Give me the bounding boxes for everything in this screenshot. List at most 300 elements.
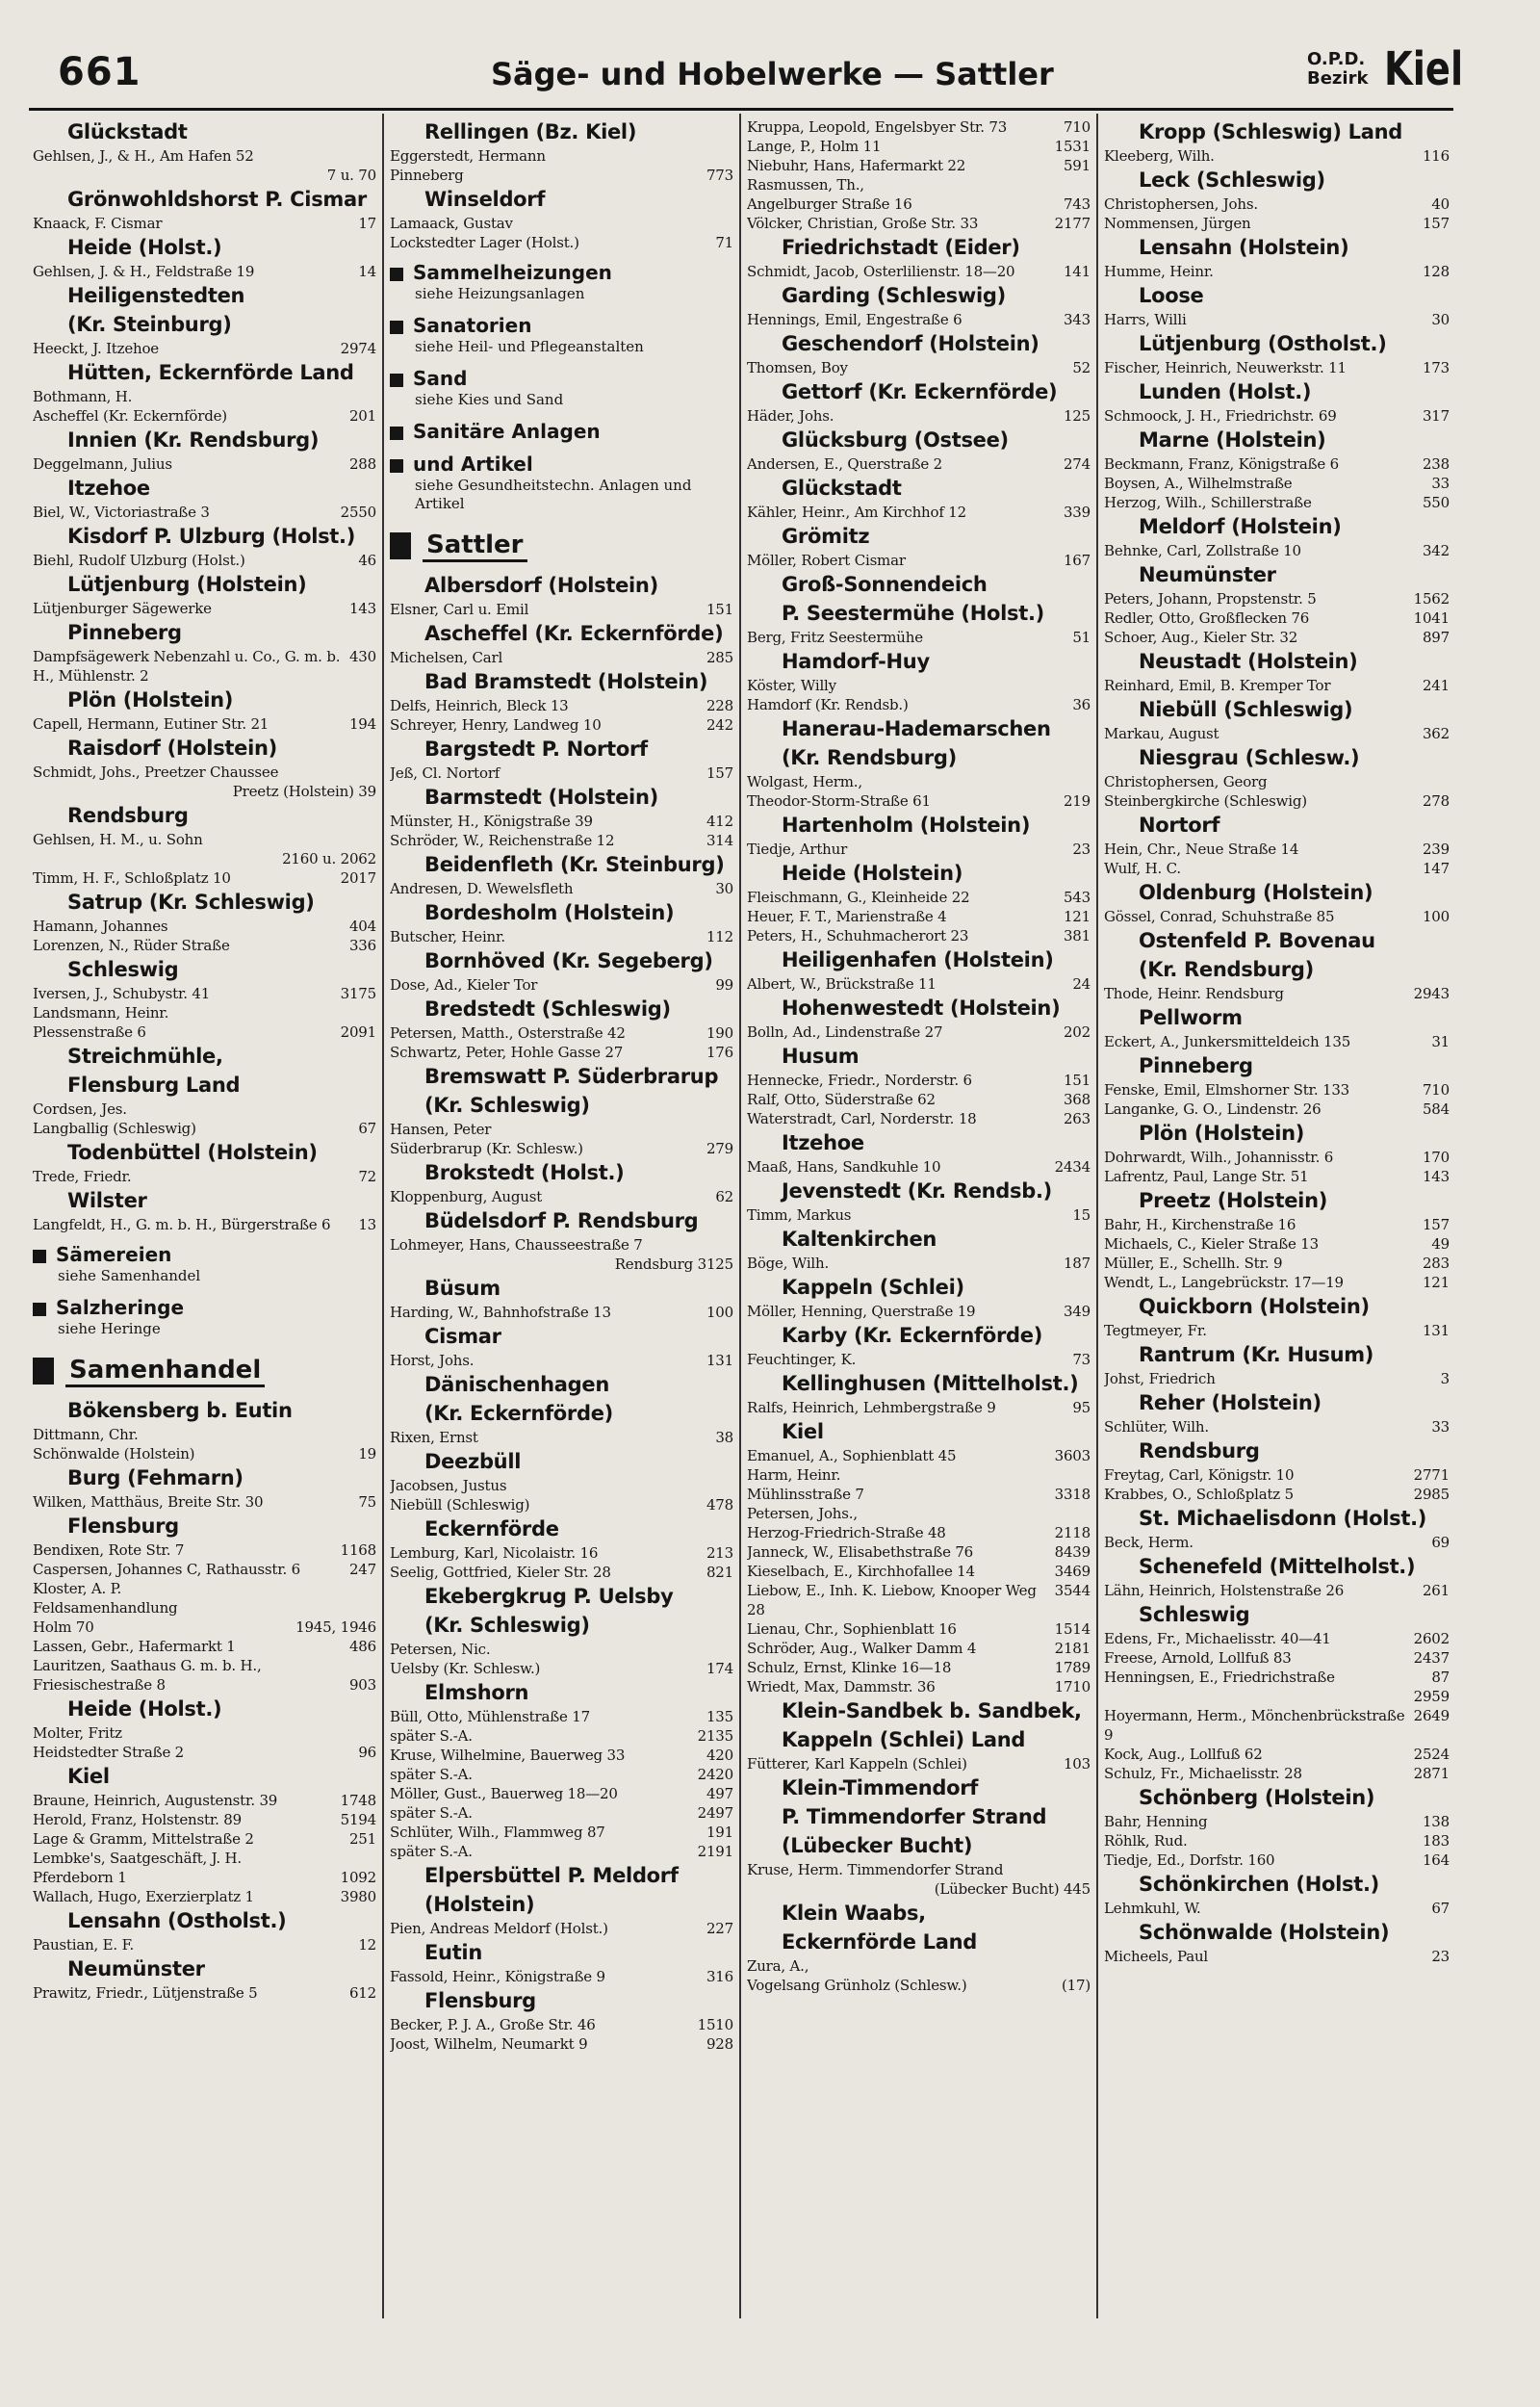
entry-text: Horst, Johs. xyxy=(390,1352,475,1369)
phone-number: 71 xyxy=(715,234,733,251)
directory-entry xyxy=(33,830,376,868)
entry-text: Lütjenburger Sägewerke xyxy=(33,600,212,617)
phone-number: 903 xyxy=(348,1676,376,1694)
directory-entry xyxy=(747,1090,1091,1109)
place-heading: Geschendorf (Holstein) xyxy=(782,332,1040,355)
entry-text: Rasmussen, Th., xyxy=(747,176,864,194)
directory-entry xyxy=(1104,1273,1450,1292)
phone-number: 3 xyxy=(1440,1370,1450,1387)
entry-text: Ascheffel (Kr. Eckernförde) xyxy=(33,407,227,425)
directory-entry xyxy=(747,1860,1091,1899)
entry-text: Schröder, Aug., Walker Damm 4 xyxy=(747,1640,977,1657)
place-heading: Klein-Sandbek b. Sandbek, xyxy=(782,1699,1082,1722)
place-heading: Heide (Holst.) xyxy=(67,236,222,259)
place-heading: Bad Bramstedt (Holstein) xyxy=(424,670,708,693)
place-heading: Hütten, Eckernförde Land xyxy=(67,361,354,384)
place-heading: Marne (Holstein) xyxy=(1139,428,1326,452)
directory-entry xyxy=(390,812,733,831)
phone-number: 24 xyxy=(1072,975,1091,993)
place-heading: St. Michaelisdonn (Holst.) xyxy=(1139,1507,1427,1530)
phone-number: 30 xyxy=(1431,311,1450,328)
directory-entry xyxy=(390,1707,733,1726)
place-heading: Itzehoe xyxy=(67,477,150,500)
directory-entry xyxy=(33,647,376,686)
directory-entry xyxy=(390,1823,733,1842)
phone-number: 1041 xyxy=(1413,609,1450,627)
place-heading: Deezbüll xyxy=(424,1450,522,1473)
entry-text: Landsmann, Heinr. xyxy=(33,1004,169,1022)
directory-entry xyxy=(33,714,376,734)
place-heading: Reher (Holstein) xyxy=(1139,1391,1322,1414)
phone-number: 247 xyxy=(348,1561,376,1578)
entry-text: Böge, Wilh. xyxy=(747,1255,830,1272)
directory-entry xyxy=(747,1504,1091,1523)
entry-text: Wriedt, Max, Dammstr. 36 xyxy=(747,1678,936,1695)
entry-text: Schreyer, Henry, Landweg 10 xyxy=(390,716,602,734)
directory-entry xyxy=(1104,1831,1450,1851)
phone-number: 23 xyxy=(1431,1948,1450,1965)
directory-entry xyxy=(33,1935,376,1954)
place-heading: Friedrichstadt (Eider) xyxy=(782,236,1020,259)
phone-number: 157 xyxy=(1422,1216,1450,1233)
entry-text: Lassen, Gebr., Hafermarkt 1 xyxy=(33,1638,236,1655)
place-heading: Itzehoe xyxy=(782,1131,864,1154)
entry-text: Gehlsen, H. M., u. Sohn xyxy=(33,831,203,848)
entry-text: Becker, P. J. A., Große Str. 46 xyxy=(390,2016,596,2033)
phone-number: 2771 xyxy=(1413,1466,1450,1484)
directory-entry xyxy=(1104,1100,1450,1119)
phone-number: 151 xyxy=(706,601,733,618)
phone-number: 141 xyxy=(1063,263,1091,280)
square-bullet-icon xyxy=(390,532,411,559)
entry-text: Schmidt, Johs., Preetzer Chaussee xyxy=(33,764,279,781)
entry-text: Nommensen, Jürgen xyxy=(1104,215,1251,232)
phone-number: 5194 xyxy=(340,1811,376,1828)
directory-entry xyxy=(1104,194,1450,214)
phone-number: 743 xyxy=(1063,195,1091,213)
directory-entry xyxy=(1104,840,1450,859)
phone-number: 202 xyxy=(1063,1023,1091,1041)
entry-text: Schoer, Aug., Kieler Str. 32 xyxy=(1104,629,1298,646)
phone-number: 15 xyxy=(1072,1206,1091,1224)
directory-entry xyxy=(1104,1321,1450,1340)
entry-text: Reinhard, Emil, B. Kremper Tor xyxy=(1104,677,1331,694)
entry-text: Freese, Arnold, Lollfuß 83 xyxy=(1104,1649,1292,1667)
directory-entry xyxy=(390,648,733,667)
directory-entry xyxy=(1104,772,1450,791)
directory-entry xyxy=(390,1967,733,1986)
directory-entry xyxy=(33,1100,376,1119)
bezirk-text: Bezirk xyxy=(1307,68,1369,89)
entry-text: später S.-A. xyxy=(390,1843,473,1860)
place-heading: Neumünster xyxy=(67,1957,205,1980)
entry-text: Büll, Otto, Mühlenstraße 17 xyxy=(390,1708,590,1725)
directory-entry xyxy=(1104,1947,1450,1966)
directory-entry xyxy=(1104,1899,1450,1918)
directory-entry xyxy=(390,166,733,185)
phone-number: 121 xyxy=(1422,1274,1450,1291)
place-heading: Schleswig xyxy=(1139,1603,1250,1626)
directory-entry xyxy=(33,1119,376,1138)
directory-entry xyxy=(1104,676,1450,695)
directory-entry xyxy=(390,2034,733,2054)
directory-entry xyxy=(747,907,1091,926)
directory-entry xyxy=(747,1254,1091,1273)
directory-entry xyxy=(33,1560,376,1579)
directory-entry xyxy=(390,1351,733,1370)
directory-entry xyxy=(390,1765,733,1784)
phone-number: 242 xyxy=(706,716,733,734)
directory-entry xyxy=(747,840,1091,859)
entry-text: Schmoock, J. H., Friedrichstr. 69 xyxy=(1104,407,1337,425)
place-heading: Brokstedt (Holst.) xyxy=(424,1161,625,1184)
entry-text: Thode, Heinr. Rendsburg xyxy=(1104,985,1284,1002)
place-heading: Heiligenstedten xyxy=(67,284,245,307)
entry-text: Pinneberg xyxy=(390,167,464,184)
phone-number: 147 xyxy=(1422,860,1450,877)
directory-entry xyxy=(390,1784,733,1803)
entry-text: Schmidt, Jacob, Osterlilienstr. 18—20 xyxy=(747,263,1015,280)
region-name: Kiel xyxy=(1384,42,1464,96)
entry-text: Hansen, Peter xyxy=(390,1121,492,1138)
phone-number: 67 xyxy=(358,1120,376,1137)
directory-entry xyxy=(1104,984,1450,1003)
phone-number: 412 xyxy=(706,813,733,830)
place-heading: Heide (Holst.) xyxy=(67,1697,222,1721)
phone-number: 69 xyxy=(1431,1534,1450,1551)
directory-entry xyxy=(390,1023,733,1043)
entry-text: Lamaack, Gustav xyxy=(390,215,513,232)
place-heading: Leck (Schleswig) xyxy=(1139,168,1325,192)
place-heading: Flensburg Land xyxy=(67,1074,241,1097)
entry-text: Lauritzen, Saathaus G. m. b. H., xyxy=(33,1657,262,1674)
entry-text: Delfs, Heinrich, Bleck 13 xyxy=(390,697,569,714)
place-heading: Todenbüttel (Holstein) xyxy=(67,1141,318,1164)
entry-text: Gehlsen, J., & H., Am Hafen 52 xyxy=(33,147,254,165)
cross-reference: siehe Kies und Sand xyxy=(415,391,564,408)
entry-text: Deggelmann, Julius xyxy=(33,455,172,473)
entry-text: Edens, Fr., Michaelisstr. 40—41 xyxy=(1104,1630,1331,1647)
phone-number: 612 xyxy=(348,1984,376,2002)
phone-number: 12 xyxy=(358,1936,376,1954)
directory-entry xyxy=(747,503,1091,522)
entry-text: Wendt, L., Langebrückstr. 17—19 xyxy=(1104,1274,1344,1291)
entry-text: Plessenstraße 6 xyxy=(33,1023,146,1041)
entry-continuation: Rendsburg 3125 xyxy=(614,1255,733,1273)
directory-entry xyxy=(747,310,1091,329)
category-label: Sanitäre Anlagen xyxy=(413,420,601,443)
directory-entry xyxy=(747,1754,1091,1773)
entry-text: Hennecke, Friedr., Norderstr. 6 xyxy=(747,1072,972,1089)
directory-entry xyxy=(747,772,1091,791)
phone-number: 241 xyxy=(1422,677,1450,694)
place-heading: Cismar xyxy=(424,1325,501,1348)
phone-number: 95 xyxy=(1072,1399,1091,1416)
cross-reference: siehe Gesundheitstechn. Anlagen und Artikel xyxy=(415,477,692,512)
entry-text: Micheels, Paul xyxy=(1104,1948,1209,1965)
category-label: Sammelheizungen xyxy=(413,261,612,284)
entry-text: Capell, Hermann, Eutiner Str. 21 xyxy=(33,715,270,733)
directory-entry xyxy=(1104,1533,1450,1552)
directory-entry xyxy=(390,764,733,783)
phone-number: 279 xyxy=(706,1140,733,1157)
directory-entry xyxy=(33,1675,376,1695)
directory-entry xyxy=(33,1983,376,2003)
directory-entry xyxy=(33,1849,376,1868)
entry-text: Bolln, Ad., Lindenstraße 27 xyxy=(747,1023,943,1041)
place-heading: Büdelsdorf P. Rendsburg xyxy=(424,1209,699,1232)
phone-number: 128 xyxy=(1422,263,1450,280)
place-heading: Bredstedt (Schleswig) xyxy=(424,997,671,1021)
directory-entry xyxy=(1104,1254,1450,1273)
place-heading: Kaltenkirchen xyxy=(782,1228,937,1251)
phone-number: 201 xyxy=(348,407,376,425)
directory-entry xyxy=(390,1842,733,1861)
phone-number: 87 xyxy=(1431,1669,1450,1686)
phone-number: 710 xyxy=(1063,118,1091,136)
place-heading: Schönberg (Holstein) xyxy=(1139,1786,1375,1809)
phone-number: 591 xyxy=(1063,157,1091,174)
phone-number: 550 xyxy=(1422,494,1450,511)
entry-text: Krabbes, O., Schloßplatz 5 xyxy=(1104,1486,1294,1503)
entry-text: Iversen, J., Schubystr. 41 xyxy=(33,985,211,1002)
directory-entry xyxy=(390,214,733,233)
place-heading: Rendsburg xyxy=(1139,1439,1260,1462)
square-bullet-icon xyxy=(33,1303,46,1316)
directory-entry xyxy=(33,1492,376,1512)
entry-text: Christophersen, Georg xyxy=(1104,773,1268,790)
place-heading: (Lübecker Bucht) xyxy=(782,1834,973,1857)
directory-entry xyxy=(747,628,1091,647)
place-heading: Büsum xyxy=(424,1277,500,1300)
entry-text: Petersen, Nic. xyxy=(390,1641,491,1658)
directory-entry xyxy=(747,156,1091,175)
place-heading: P. Timmendorfer Strand xyxy=(782,1805,1047,1828)
phone-number: 125 xyxy=(1063,407,1091,425)
directory-entry xyxy=(33,1540,376,1560)
directory-entry xyxy=(1104,1032,1450,1051)
opd-text: O.P.D. xyxy=(1307,49,1366,69)
directory-entry xyxy=(390,1120,733,1139)
entry-text: Möller, Gust., Bauerweg 18—20 xyxy=(390,1785,618,1802)
phone-number: 49 xyxy=(1431,1235,1450,1253)
place-heading: Oldenburg (Holstein) xyxy=(1139,881,1373,904)
directory-entry xyxy=(1104,1417,1450,1436)
place-heading: Wilster xyxy=(67,1189,147,1212)
directory-entry xyxy=(747,1302,1091,1321)
entry-text: Röhlk, Rud. xyxy=(1104,1832,1188,1850)
phone-number: 40 xyxy=(1431,195,1450,213)
directory-entry xyxy=(1104,454,1450,474)
place-heading: Hamdorf-Huy xyxy=(782,650,930,673)
directory-entry xyxy=(390,600,733,619)
entry-text: Heuer, F. T., Marienstraße 4 xyxy=(747,908,947,925)
entry-text: Butscher, Heinr. xyxy=(390,928,505,945)
directory-entry xyxy=(33,1723,376,1743)
phone-number: 3544 xyxy=(1054,1582,1091,1599)
phone-number: 2091 xyxy=(340,1023,376,1041)
entry-text: Liebow, E., Inh. K. Liebow, Knooper Weg 28 xyxy=(747,1582,1037,1618)
entry-text: Heeckt, J. Itzehoe xyxy=(33,340,159,357)
place-heading: Garding (Schleswig) xyxy=(782,284,1006,307)
phone-number: 131 xyxy=(1422,1322,1450,1339)
entry-text: Kloster, A. P. xyxy=(33,1580,122,1597)
directory-entry xyxy=(1104,541,1450,560)
place-heading: Eckernförde xyxy=(424,1517,559,1540)
directory-entry xyxy=(390,1726,733,1746)
place-heading: Beidenfleth (Kr. Steinburg) xyxy=(424,853,725,876)
place-heading: Flensburg xyxy=(424,1989,536,2012)
entry-text: Müller, E., Schellh. Str. 9 xyxy=(1104,1255,1283,1272)
place-heading: (Kr. Rendsburg) xyxy=(1139,958,1314,981)
phone-number: 897 xyxy=(1422,629,1450,646)
entry-text: Dittmann, Chr. xyxy=(33,1426,139,1443)
phone-number: 100 xyxy=(1422,908,1450,925)
entry-continuation: 7 u. 70 xyxy=(326,167,376,184)
place-heading: (Kr. Rendsburg) xyxy=(782,746,957,769)
phone-number: 239 xyxy=(1422,841,1450,858)
entry-text: Waterstradt, Carl, Norderstr. 18 xyxy=(747,1110,977,1127)
phone-number: 157 xyxy=(706,764,733,782)
directory-entry xyxy=(1104,146,1450,166)
directory-entry xyxy=(33,1656,376,1675)
entry-text: Freytag, Carl, Königstr. 10 xyxy=(1104,1466,1295,1484)
entry-text: Berg, Fritz Seestermühe xyxy=(747,629,923,646)
phone-number: 164 xyxy=(1422,1851,1450,1869)
cross-reference: siehe Heil- und Pflegeanstalten xyxy=(415,338,644,355)
directory-entry xyxy=(33,1215,376,1234)
entry-text: Fischer, Heinrich, Neuwerkstr. 11 xyxy=(1104,359,1347,376)
entry-text: Elsner, Carl u. Emil xyxy=(390,601,529,618)
phone-number: 1510 xyxy=(697,2016,733,2033)
place-heading: (Kr. Steinburg) xyxy=(67,313,232,336)
directory-entry xyxy=(1104,358,1450,377)
phone-number: 2437 xyxy=(1413,1649,1450,1667)
directory-entry xyxy=(33,763,376,801)
directory-entry xyxy=(747,888,1091,907)
entry-text: Harrs, Willi xyxy=(1104,311,1187,328)
directory-entry xyxy=(1104,1465,1450,1485)
place-heading: Innien (Kr. Rendsburg) xyxy=(67,428,320,452)
phone-number: 349 xyxy=(1063,1303,1091,1320)
directory-entry xyxy=(1104,907,1450,926)
place-heading: Heide (Holstein) xyxy=(782,862,963,885)
phone-number: 176 xyxy=(706,1044,733,1061)
directory-entry xyxy=(390,975,733,995)
phone-number: 194 xyxy=(348,715,376,733)
entry-text: Petersen, Matth., Osterstraße 42 xyxy=(390,1024,626,1042)
entry-text: Herzog, Wilh., Schillerstraße xyxy=(1104,494,1312,511)
entry-text: Knaack, F. Cismar xyxy=(33,215,163,232)
entry-text: Pferdeborn 1 xyxy=(33,1869,127,1886)
directory-entry xyxy=(1104,859,1450,878)
place-heading: P. Seestermühe (Holst.) xyxy=(782,602,1044,625)
phone-number: 3469 xyxy=(1054,1563,1091,1580)
phone-number: 2017 xyxy=(340,869,376,887)
place-heading: Klein-Timmendorf xyxy=(782,1776,979,1799)
phone-number: 96 xyxy=(358,1744,376,1761)
entry-continuation: Preetz (Holstein) 39 xyxy=(232,783,376,800)
directory-entry xyxy=(747,551,1091,570)
entry-text: Niebuhr, Hans, Hafermarkt 22 xyxy=(747,157,966,174)
directory-entry xyxy=(33,984,376,1003)
phone-number: 121 xyxy=(1063,908,1091,925)
entry-text: Niebüll (Schleswig) xyxy=(390,1496,530,1514)
entry-text: Kruse, Wilhelmine, Bauerweg 33 xyxy=(390,1747,626,1764)
entry-text: Seelig, Gottfried, Kieler Str. 28 xyxy=(390,1564,611,1581)
place-heading: Lensahn (Ostholst.) xyxy=(67,1909,287,1932)
place-heading: Elmshorn xyxy=(424,1681,529,1704)
directory-entry xyxy=(33,1743,376,1762)
directory-entry xyxy=(747,1976,1091,1995)
phone-number: 19 xyxy=(358,1445,376,1462)
place-heading: Kappeln (Schlei) xyxy=(782,1276,964,1299)
phone-number: 2602 xyxy=(1413,1630,1450,1647)
directory-entry xyxy=(390,146,733,166)
entry-text: Gehlsen, J. & H., Feldstraße 19 xyxy=(33,263,255,280)
entry-text: Emanuel, A., Sophienblatt 45 xyxy=(747,1447,957,1464)
phone-number: 2985 xyxy=(1413,1486,1450,1503)
place-heading: Kappeln (Schlei) Land xyxy=(782,1728,1026,1751)
phone-number: 342 xyxy=(1422,542,1450,559)
directory-entry xyxy=(1104,1668,1450,1687)
directory-entry xyxy=(747,926,1091,945)
entry-text: Kleeberg, Wilh. xyxy=(1104,147,1215,165)
place-heading: Rendsburg xyxy=(67,804,189,827)
entry-text: Humme, Heinr. xyxy=(1104,263,1214,280)
entry-text: Lehmkuhl, W. xyxy=(1104,1900,1201,1917)
category-heading xyxy=(390,366,733,391)
phone-number: 928 xyxy=(706,2035,733,2053)
entry-text: Harding, W., Bahnhofstraße 13 xyxy=(390,1304,611,1321)
phone-number: 183 xyxy=(1422,1832,1450,1850)
entry-text: Maaß, Hans, Sandkuhle 10 xyxy=(747,1158,941,1176)
entry-text: Kruppa, Leopold, Engelsbyer Str. 73 xyxy=(747,118,1008,136)
entry-text: Münster, H., Königstraße 39 xyxy=(390,813,593,830)
entry-text: Prawitz, Friedr., Lütjenstraße 5 xyxy=(33,1984,258,2002)
directory-entry xyxy=(747,1350,1091,1369)
directory-entry xyxy=(747,1677,1091,1696)
entry-text: Tiedje, Arthur xyxy=(747,841,848,858)
place-heading: Pinneberg xyxy=(67,621,182,644)
phone-number: 38 xyxy=(715,1429,733,1446)
entry-text: Dampfsägewerk Nebenzahl u. Co., G. m. b. H., Mühlenstr. 2 xyxy=(33,648,341,685)
directory-entry xyxy=(33,1791,376,1810)
column-1 xyxy=(27,114,384,2318)
directory-entry xyxy=(33,1887,376,1906)
place-heading: Meldorf (Holstein) xyxy=(1139,515,1342,538)
place-heading: Bremswatt P. Süderbrarup xyxy=(424,1065,719,1088)
entry-text: Schwartz, Peter, Hohle Gasse 27 xyxy=(390,1044,624,1061)
entry-text: Hamann, Johannes xyxy=(33,918,168,935)
entry-text: Lange, P., Holm 11 xyxy=(747,138,882,155)
square-bullet-icon xyxy=(390,268,403,281)
entry-text: Peters, Johann, Propstenstr. 5 xyxy=(1104,590,1317,608)
entry-text: Ralf, Otto, Süderstraße 62 xyxy=(747,1091,936,1108)
phone-number: 285 xyxy=(706,649,733,666)
phone-number: 72 xyxy=(358,1168,376,1185)
directory-entry xyxy=(1104,1706,1450,1745)
entry-text: Albert, W., Brückstraße 11 xyxy=(747,975,937,993)
phone-number: 2434 xyxy=(1054,1158,1091,1176)
directory-entry xyxy=(1104,589,1450,608)
entry-text: Langanke, G. O., Lindenstr. 26 xyxy=(1104,1100,1322,1118)
entry-text: Cordsen, Jes. xyxy=(33,1100,127,1118)
entry-text: Hamdorf (Kr. Rendsb.) xyxy=(747,696,909,713)
phone-number: 75 xyxy=(358,1493,376,1511)
entry-text: Molter, Fritz xyxy=(33,1724,122,1742)
category-label: Samenhandel xyxy=(65,1356,265,1387)
